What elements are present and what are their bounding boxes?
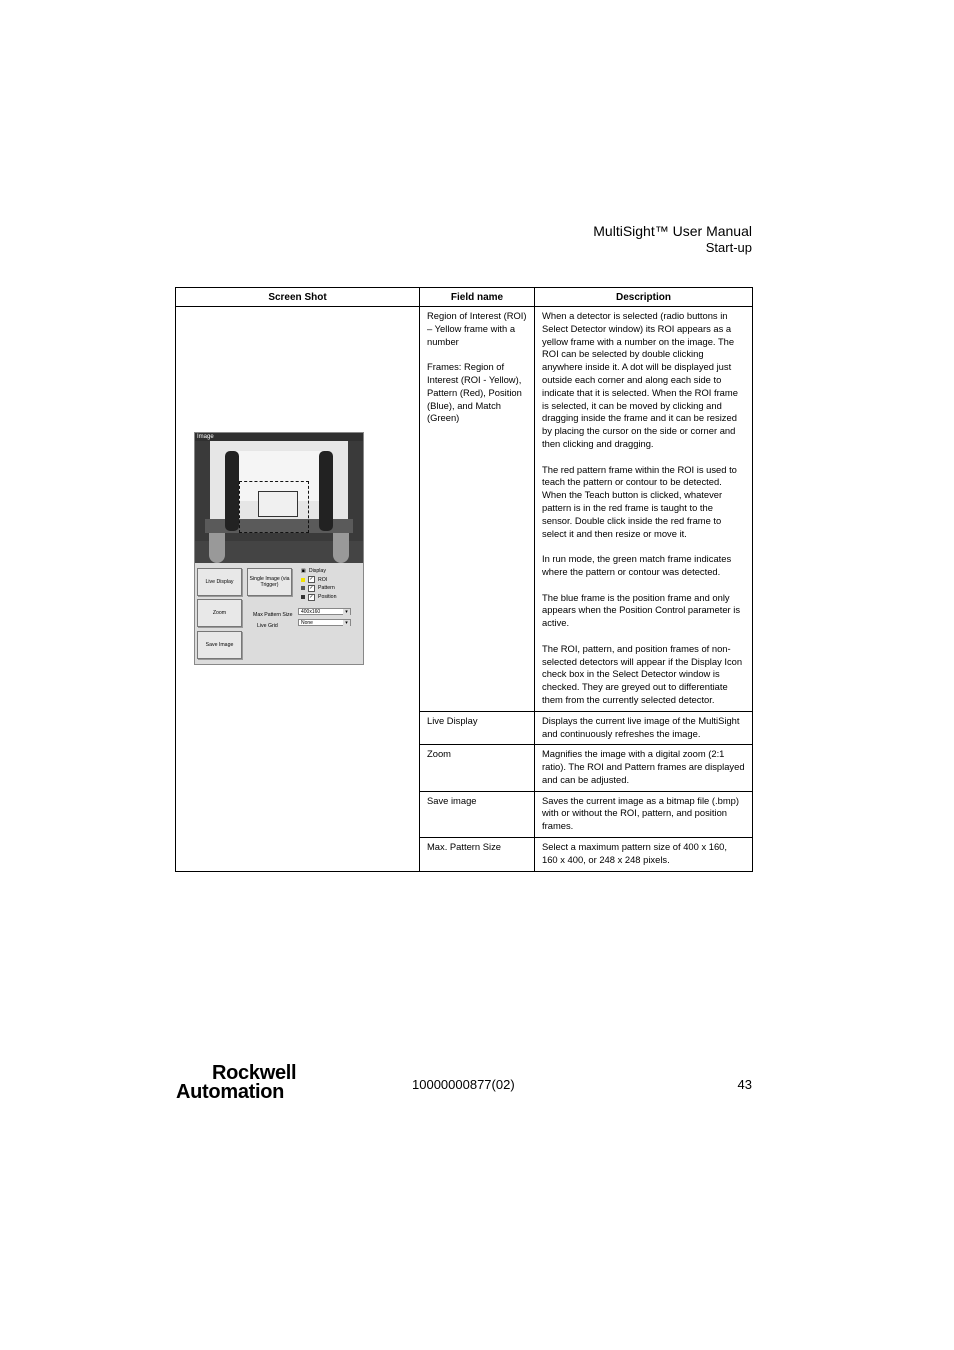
logo-line-1: Rockwell bbox=[212, 1062, 297, 1084]
save-image-button[interactable]: Save Image bbox=[197, 631, 242, 659]
roi-checkbox[interactable]: ✓ bbox=[309, 576, 314, 583]
screenshot-cell bbox=[176, 307, 420, 872]
display-label: Display bbox=[308, 568, 326, 574]
description-paragraph: The red pattern frame within the ROI is used to teach the pattern or contour to be detected. When the Teach button is clicked, whatever pattern is in the red frame is taught to the sensor. Double click inside the red frame to select it and then resize or move it. bbox=[542, 463, 737, 539]
image-window-title: Image bbox=[195, 433, 363, 441]
table-header-row bbox=[176, 288, 753, 307]
description-paragraph: When a detector is selected (radio buttons in Select Detector window) its ROI appears as a yellow frame with a number on the image. The ROI can be selected by double clicking anywhere inside it. A dot will be displayed just outside each corner and along each side to indicate that it is selected. When the ROI frame is selected, it can be moved by clicking and dragging inside the frame and it can be resized by placing the cursor on the side or corner and then clicking and dragging. bbox=[542, 310, 738, 449]
field-name: Frames: Region of Interest (ROI - Yellow), Pattern (Red), Position (Blue), and Match (Green) bbox=[427, 361, 522, 424]
pattern-frame[interactable] bbox=[258, 491, 298, 517]
display-icon: ▣ bbox=[301, 568, 306, 574]
roi-checkbox-label: ROI bbox=[318, 576, 328, 583]
position-color-swatch bbox=[301, 595, 305, 599]
field-name-cell bbox=[420, 711, 535, 745]
field-name-cell bbox=[420, 745, 535, 791]
description-cell bbox=[535, 307, 753, 712]
live-grid-value: None bbox=[301, 620, 313, 626]
live-display-button[interactable]: Live Display bbox=[197, 568, 242, 596]
single-image-button[interactable]: Single Image (via Trigger) bbox=[247, 568, 292, 596]
document-number: 10000000877(02) bbox=[412, 1077, 515, 1092]
roi-color-swatch bbox=[301, 578, 305, 582]
description-paragraph: The ROI, pattern, and position frames of non-selected detectors will appear if the Display Icon check box in the Select Detector window is checked. They are greyed out to differentiate them from the currently selected detector. bbox=[542, 642, 743, 705]
field-name-cell bbox=[420, 791, 535, 837]
rockwell-automation-logo bbox=[176, 1064, 296, 1102]
table-row bbox=[176, 307, 753, 712]
description-paragraph: The blue frame is the position frame and only appears when the Position Control parameter is active. bbox=[542, 591, 741, 629]
chevron-down-icon: ▾ bbox=[343, 609, 350, 615]
camera-image[interactable] bbox=[195, 441, 363, 563]
display-options bbox=[301, 567, 336, 601]
field-name: Live Display bbox=[427, 714, 478, 726]
pattern-checkbox[interactable]: ✓ bbox=[309, 584, 314, 591]
position-checkbox-label: Position bbox=[318, 593, 337, 600]
field-description-table bbox=[175, 287, 753, 872]
field-name-cell bbox=[420, 838, 535, 872]
field-name: Max. Pattern Size bbox=[427, 841, 501, 853]
manual-title: MultiSight™ User Manual bbox=[593, 223, 752, 239]
pattern-checkbox-label: Pattern bbox=[318, 585, 335, 592]
field-name-cell bbox=[420, 307, 535, 712]
zoom-button[interactable]: Zoom bbox=[197, 599, 242, 627]
field-name: Save image bbox=[427, 794, 477, 806]
description-paragraph: In run mode, the green match frame indicates where the pattern or contour was detected. bbox=[542, 553, 732, 577]
description-paragraph: Magnifies the image with a digital zoom (2:1 ratio). The ROI and Pattern frames are displayed and can be adjusted. bbox=[542, 748, 745, 785]
description-paragraph: Select a maximum pattern size of 400 x 160, 160 x 400, or 248 x 248 pixels. bbox=[542, 841, 727, 865]
max-pattern-size-label: Max Pattern Size bbox=[253, 612, 293, 618]
column-header: Description bbox=[535, 288, 753, 307]
section-title: Start-up bbox=[705, 240, 752, 255]
position-checkbox[interactable]: ✓ bbox=[309, 593, 314, 600]
live-grid-label: Live Grid bbox=[257, 623, 278, 629]
image-controls bbox=[195, 563, 363, 663]
pattern-color-swatch bbox=[301, 586, 305, 590]
description-paragraph: Displays the current live image of the MultiSight and continuously refreshes the image. bbox=[542, 714, 740, 739]
image-window bbox=[194, 432, 364, 665]
field-name: Zoom bbox=[427, 748, 451, 760]
description-paragraph: Saves the current image as a bitmap file (.bmp) with or without the ROI, pattern, and position frames. bbox=[542, 794, 739, 832]
logo-line-2: Automation bbox=[176, 1081, 285, 1103]
page-number: 43 bbox=[737, 1077, 752, 1092]
chevron-down-icon: ▾ bbox=[343, 620, 350, 626]
description-cell bbox=[535, 745, 753, 791]
description-cell bbox=[535, 711, 753, 745]
column-header: Field name bbox=[420, 288, 535, 307]
description-cell bbox=[535, 838, 753, 872]
column-header: Screen Shot bbox=[176, 288, 420, 307]
field-name: Region of Interest (ROI) – Yellow frame with a number bbox=[427, 310, 527, 347]
max-pattern-size-select[interactable] bbox=[298, 608, 351, 615]
description-cell bbox=[535, 791, 753, 837]
live-grid-select[interactable] bbox=[298, 619, 351, 626]
max-pattern-size-value: 400x160 bbox=[301, 609, 321, 615]
